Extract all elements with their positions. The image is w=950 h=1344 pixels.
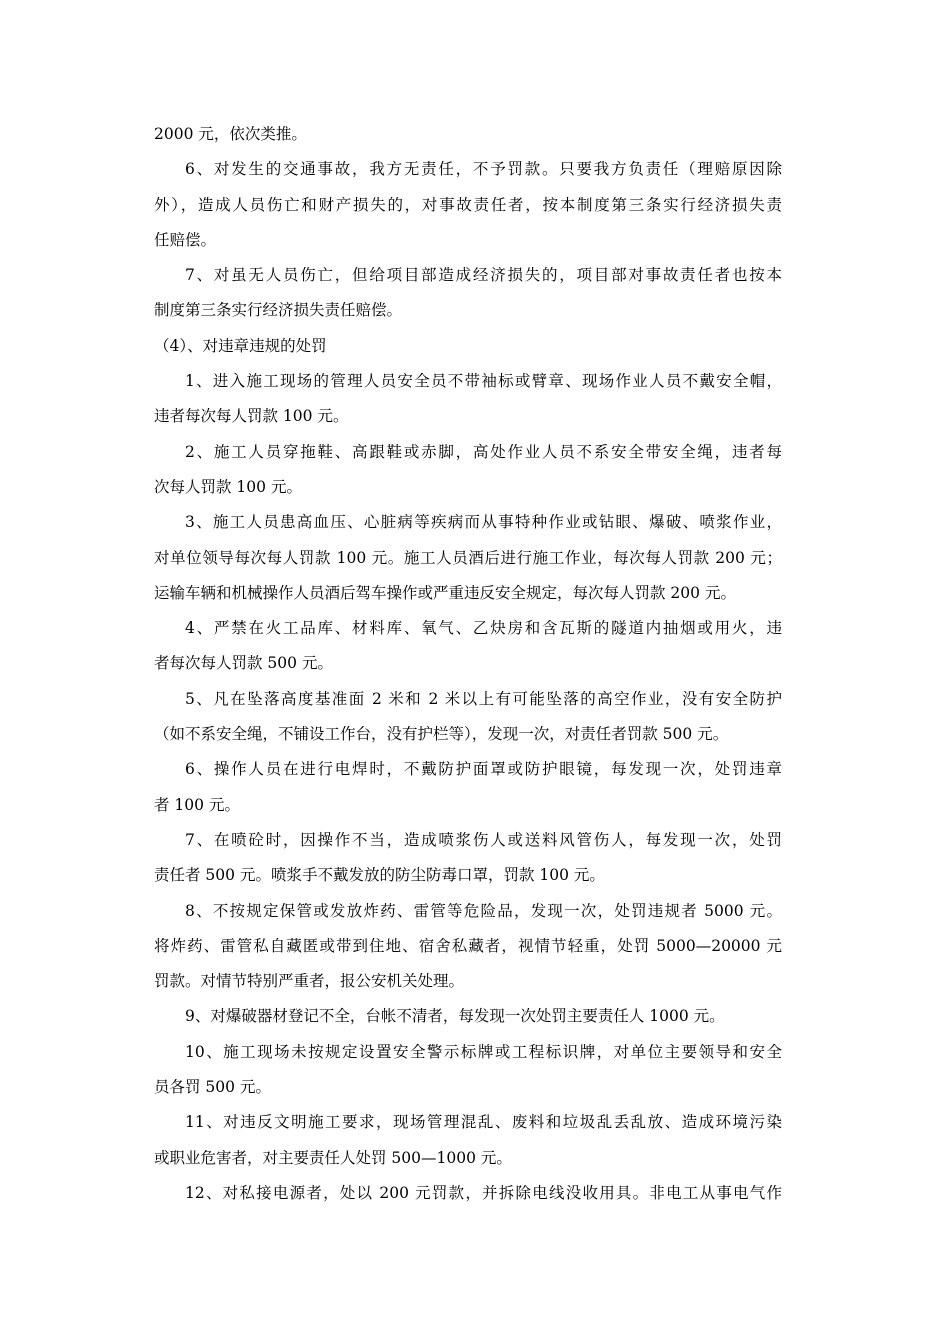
text-line: 9、对爆破器材登记不全，台帐不清者，每发现一次处罚主要责任人 1000 元。 — [185, 1007, 725, 1026]
text-line: 次每人罚款 100 元。 — [154, 477, 302, 496]
text-line: 2000 元，依次类推。 — [154, 125, 307, 143]
text-line: 12、对私接电源者，处以 200 元罚款，并拆除电线没收用具。非电工从事电气作 — [185, 1183, 782, 1202]
text-line: 违者每次每人罚款 100 元。 — [154, 407, 349, 426]
text-line: 10、施工现场未按规定设置安全警示标牌或工程标识牌，对单位主要领导和安全 — [185, 1042, 782, 1061]
text-line: 者每次每人罚款 500 元。 — [154, 654, 333, 673]
text-line: 4、严禁在火工品库、材料库、氧气、乙炔房和含瓦斯的隧道内抽烟或用火，违 — [185, 619, 782, 638]
text-line: 3、施工人员患高血压、心脏病等疾病而从事特种作业或钻眼、爆破、喷浆作业， — [185, 513, 782, 532]
text-line: 运输车辆和机械操作人员酒后驾车操作或严重违反安全规定，每次每人罚款 200 元。 — [154, 583, 736, 602]
text-line: 者 100 元。 — [154, 795, 240, 814]
text-line: 2、施工人员穿拖鞋、高跟鞋或赤脚，高处作业人员不系安全带安全绳，违者每 — [185, 442, 782, 461]
document-page — [154, 117, 782, 1211]
text-line: 对单位领导每次每人罚款 100 元。施工人员酒后进行施工作业，每次每人罚款 200 元； — [154, 548, 782, 567]
text-line: （如不系安全绳，不铺设工作台，没有护栏等），发现一次，对责任者罚款 500 元。 — [154, 725, 729, 744]
text-line: 7、对虽无人员伤亡，但给项目部造成经济损失的，项目部对事故责任者也按本 — [185, 266, 782, 285]
text-line: （4）、对违章违规的处罚 — [154, 336, 327, 355]
text-line: 8、不按规定保管或发放炸药、雷管等危险品，发现一次，处罚违规者 5000 元。 — [185, 901, 782, 920]
text-line: 罚款。对情节特别严重者，报公安机关处理。 — [154, 972, 465, 991]
text-line: 外），造成人员伤亡和财产损失的，对事故责任者，按本制度第三条实行经济损失责 — [154, 195, 782, 214]
text-line: 或职业危害者，对主要责任人处罚 500—1000 元。 — [154, 1148, 512, 1167]
text-line: 5、凡在坠落高度基准面 2 米和 2 米以上有可能坠落的高空作业，没有安全防护 — [185, 689, 782, 708]
text-line: 员各罚 500 元。 — [154, 1078, 271, 1097]
text-line: 制度第三条实行经济损失责任赔偿。 — [154, 301, 403, 320]
text-line: 7、在喷砼时，因操作不当，造成喷浆伤人或送料风管伤人，每发现一次，处罚 — [185, 830, 782, 849]
text-line: 11、对违反文明施工要求，现场管理混乱、废料和垃圾乱丢乱放、造成环境污染 — [185, 1113, 782, 1132]
text-line: 责任者 500 元。喷浆手不戴发放的防尘防毒口罩，罚款 100 元。 — [154, 866, 605, 885]
text-line: 1、进入施工现场的管理人员安全员不带袖标或臂章、现场作业人员不戴安全帽， — [185, 372, 782, 391]
text-line: 任赔偿。 — [154, 230, 217, 249]
text-line: 将炸药、雷管私自藏匿或带到住地、宿舍私藏者，视情节轻重，处罚 5000—20000 元 — [154, 936, 782, 955]
text-line: 6、对发生的交通事故，我方无责任，不予罚款。只要我方负责任（理赔原因除 — [185, 160, 782, 179]
text-line: 6、操作人员在进行电焊时，不戴防护面罩或防护眼镜，每发现一次，处罚违章 — [185, 760, 782, 779]
